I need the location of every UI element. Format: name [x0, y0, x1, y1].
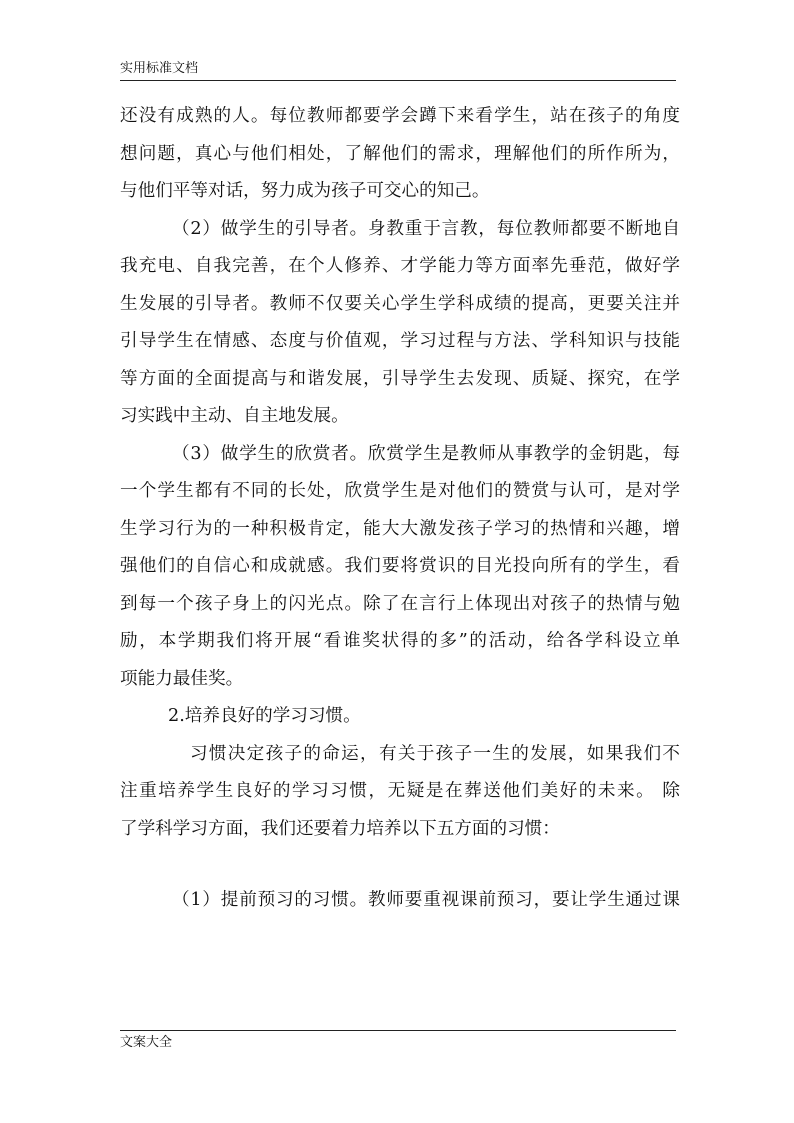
- body-line: 引导学生在情感、态度与价值观，学习过程与方法、学科知识与技能: [120, 331, 680, 351]
- body-line: 想问题，真心与他们相处，了解他们的需求，理解他们的所作所为，: [120, 143, 680, 164]
- body-line: （1）提前预习的习惯。教师要重视课前预习，要让学生通过课: [172, 890, 680, 910]
- body-line: 习惯决定孩子的命运，有关于孩子一生的发展，如果我们不: [190, 743, 680, 764]
- page-footer: [120, 1030, 676, 1053]
- body-line: 了学科学习方面，我们还要着力培养以下五方面的习惯：: [120, 818, 560, 839]
- body-line: 到每一个孩子身上的闪光点。除了在言行上体现出对孩子的热情与勉: [120, 593, 680, 614]
- body-line: 生发展的引导者。教师不仅要关心学生学科成绩的提高，更要关注并: [120, 293, 680, 314]
- body-line: 还没有成熟的人。每位教师都要学会蹲下来看学生，站在孩子的角度: [120, 106, 680, 126]
- document-body: [120, 98, 680, 920]
- body-line: 励，本学期我们将开展“看谁奖状得的多”的活动，给各学科设立单: [120, 631, 680, 651]
- body-line: 强他们的自信心和成就感。我们要将赏识的目光投向所有的学生，看: [120, 556, 680, 576]
- section-heading: 2.培养良好的学习习惯。: [168, 706, 361, 726]
- footer-text: 文案大全: [120, 1035, 173, 1050]
- body-line: 注重培养学生良好的学习习惯，无疑是在葬送他们美好的未来。 除: [120, 781, 680, 801]
- header-title: 实用标准文档: [120, 61, 199, 76]
- body-line: 习实践中主动、自主地发展。: [120, 406, 349, 426]
- body-line: 与他们平等对话，努力成为孩子可交心的知己。: [120, 181, 490, 201]
- body-line: 等方面的全面提高与和谐发展，引导学生去发现、质疑、探究，在学: [120, 368, 680, 389]
- body-line: 生学习行为的一种积极肯定，能大大激发孩子学习的热情和兴趣，增: [120, 518, 680, 539]
- page-header: [120, 60, 676, 81]
- body-line: 我充电、自我完善，在个人修养、才学能力等方面率先垂范，做好学: [120, 256, 680, 276]
- body-line: 一个学生都有不同的长处，欣赏学生是对他们的赞赏与认可，是对学: [120, 481, 680, 501]
- body-line: （2）做学生的引导者。身教重于言教，每位教师都要不断地自: [172, 218, 680, 239]
- body-line: （3）做学生的欣赏者。欣赏学生是教师从事教学的金钥匙，每: [172, 443, 680, 464]
- body-line: 项能力最佳奖。: [120, 668, 244, 689]
- paragraph-gap: [120, 848, 680, 882]
